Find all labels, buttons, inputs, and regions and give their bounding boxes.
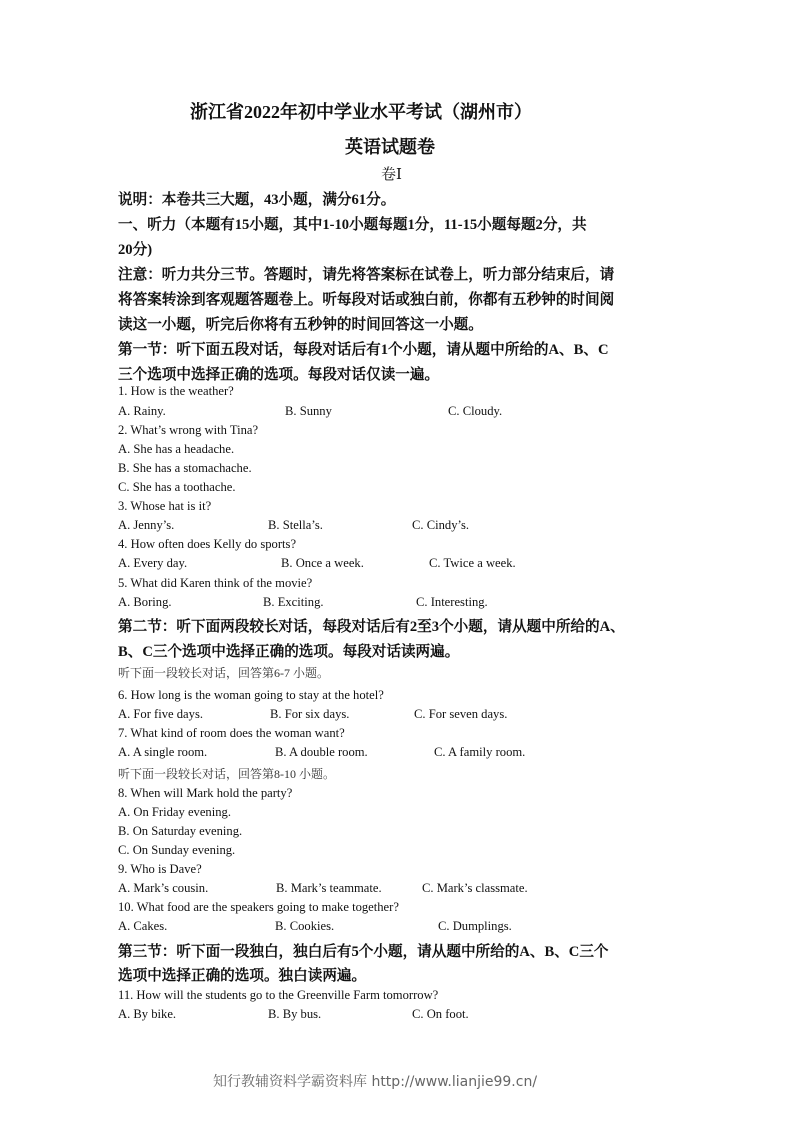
q2-option-a: A. She has a headache. [118,442,235,456]
question-2: 2. What’s wrong with Tina? [118,423,259,437]
footer-watermark: 知行教辅资料学霸资料库 http://www.lianjie99.cn/ [213,1074,538,1090]
q10-option-b: B. Cookies. [275,919,335,933]
question-11: 11. How will the students go to the Greenville Farm tomorrow? [118,988,439,1002]
question-4: 4. How often does Kelly do sports? [118,537,297,551]
q8-option-b: B. On Saturday evening. [118,824,243,838]
q11-option-c: C. On foot. [412,1007,469,1021]
q11-option-b: B. By bus. [268,1007,322,1021]
section1-heading-line1: 第一节：听下面五段对话，每段对话后有1个小题，请从题中所给的A、B、C [118,342,609,358]
q7-option-a: A. A single room. [118,745,208,759]
question-8: 8. When will Mark hold the party? [118,786,293,800]
section3-heading-line1: 第三节：听下面一段独白，独白后有5个小题，请从题中所给的A、B、C三个 [118,944,609,960]
q1-option-b: B. Sunny [285,404,332,418]
q5-option-a: A. Boring. [118,595,172,609]
instructions: 说明：本卷共三大题，43小题，满分61分。 [118,192,396,208]
q6-option-b: B. For six days. [270,707,350,721]
section2-heading-line2: B、C三个选项中选择正确的选项。每段对话读两遍。 [118,644,460,660]
section1-heading-line2: 三个选项中选择正确的选项。每段对话仅读一遍。 [118,367,440,383]
q5-option-b: B. Exciting. [263,595,324,609]
q9-option-c: C. Mark’s classmate. [422,881,528,895]
q7-option-b: B. A double room. [275,745,368,759]
q7-option-c: C. A family room. [434,745,526,759]
section2-hint-8-10: 听下面一段较长对话，回答第8-10 小题。 [118,767,335,781]
q4-option-c: C. Twice a week. [429,556,516,570]
q9-option-b: B. Mark’s teammate. [276,881,382,895]
q8-option-a: A. On Friday evening. [118,805,231,819]
question-3: 3. Whose hat is it? [118,499,212,513]
q3-option-a: A. Jenny’s. [118,518,175,532]
q4-option-b: B. Once a week. [281,556,364,570]
q10-option-a: A. Cakes. [118,919,168,933]
question-10: 10. What food are the speakers going to make together? [118,900,399,914]
q11-option-a: A. By bike. [118,1007,177,1021]
section2-hint-6-7: 听下面一段较长对话，回答第6-7 小题。 [118,666,329,680]
q6-option-a: A. For five days. [118,707,203,721]
q3-option-c: C. Cindy’s. [412,518,470,532]
note-line2: 将答案转涂到客观题答题卷上。听每段对话或独白前，你都有五秒钟的时间阅 [118,292,615,308]
exam-title: 浙江省2022年初中学业水平考试（湖州市） [190,102,532,122]
note-line1: 注意：听力共分三节。答题时，请先将答案标在试卷上，听力部分结束后，请 [118,267,615,283]
question-9: 9. Who is Dave? [118,862,202,876]
q4-option-a: A. Every day. [118,556,188,570]
volume-label: 卷Ⅰ [381,167,402,183]
q3-option-b: B. Stella’s. [268,518,323,532]
question-6: 6. How long is the woman going to stay at the hotel? [118,688,384,702]
q6-option-c: C. For seven days. [414,707,508,721]
q5-option-c: C. Interesting. [416,595,488,609]
question-1: 1. How is the weather? [118,384,234,398]
note-line3: 读这一小题，听完后你将有五秒钟的时间回答这一小题。 [118,317,483,333]
section3-heading-line2: 选项中选择正确的选项。独白读两遍。 [118,968,367,984]
section2-heading-line1: 第二节：听下面两段较长对话，每段对话后有2至3个小题，请从题中所给的A、 [118,619,625,635]
q8-option-c: C. On Sunday evening. [118,843,236,857]
question-7: 7. What kind of room does the woman want? [118,726,345,740]
part1-heading-line2: 20分) [118,242,153,258]
exam-subtitle: 英语试题卷 [345,137,435,157]
q9-option-a: A. Mark’s cousin. [118,881,209,895]
q1-option-c: C. Cloudy. [448,404,503,418]
q2-option-c: C. She has a toothache. [118,480,236,494]
question-5: 5. What did Karen think of the movie? [118,576,313,590]
q2-option-b: B. She has a stomachache. [118,461,252,475]
q1-option-a: A. Rainy. [118,404,166,418]
part1-heading-line1: 一、听力（本题有15小题，其中1-10小题每题1分，11-15小题每题2分，共 [118,217,587,233]
q10-option-c: C. Dumplings. [438,919,512,933]
